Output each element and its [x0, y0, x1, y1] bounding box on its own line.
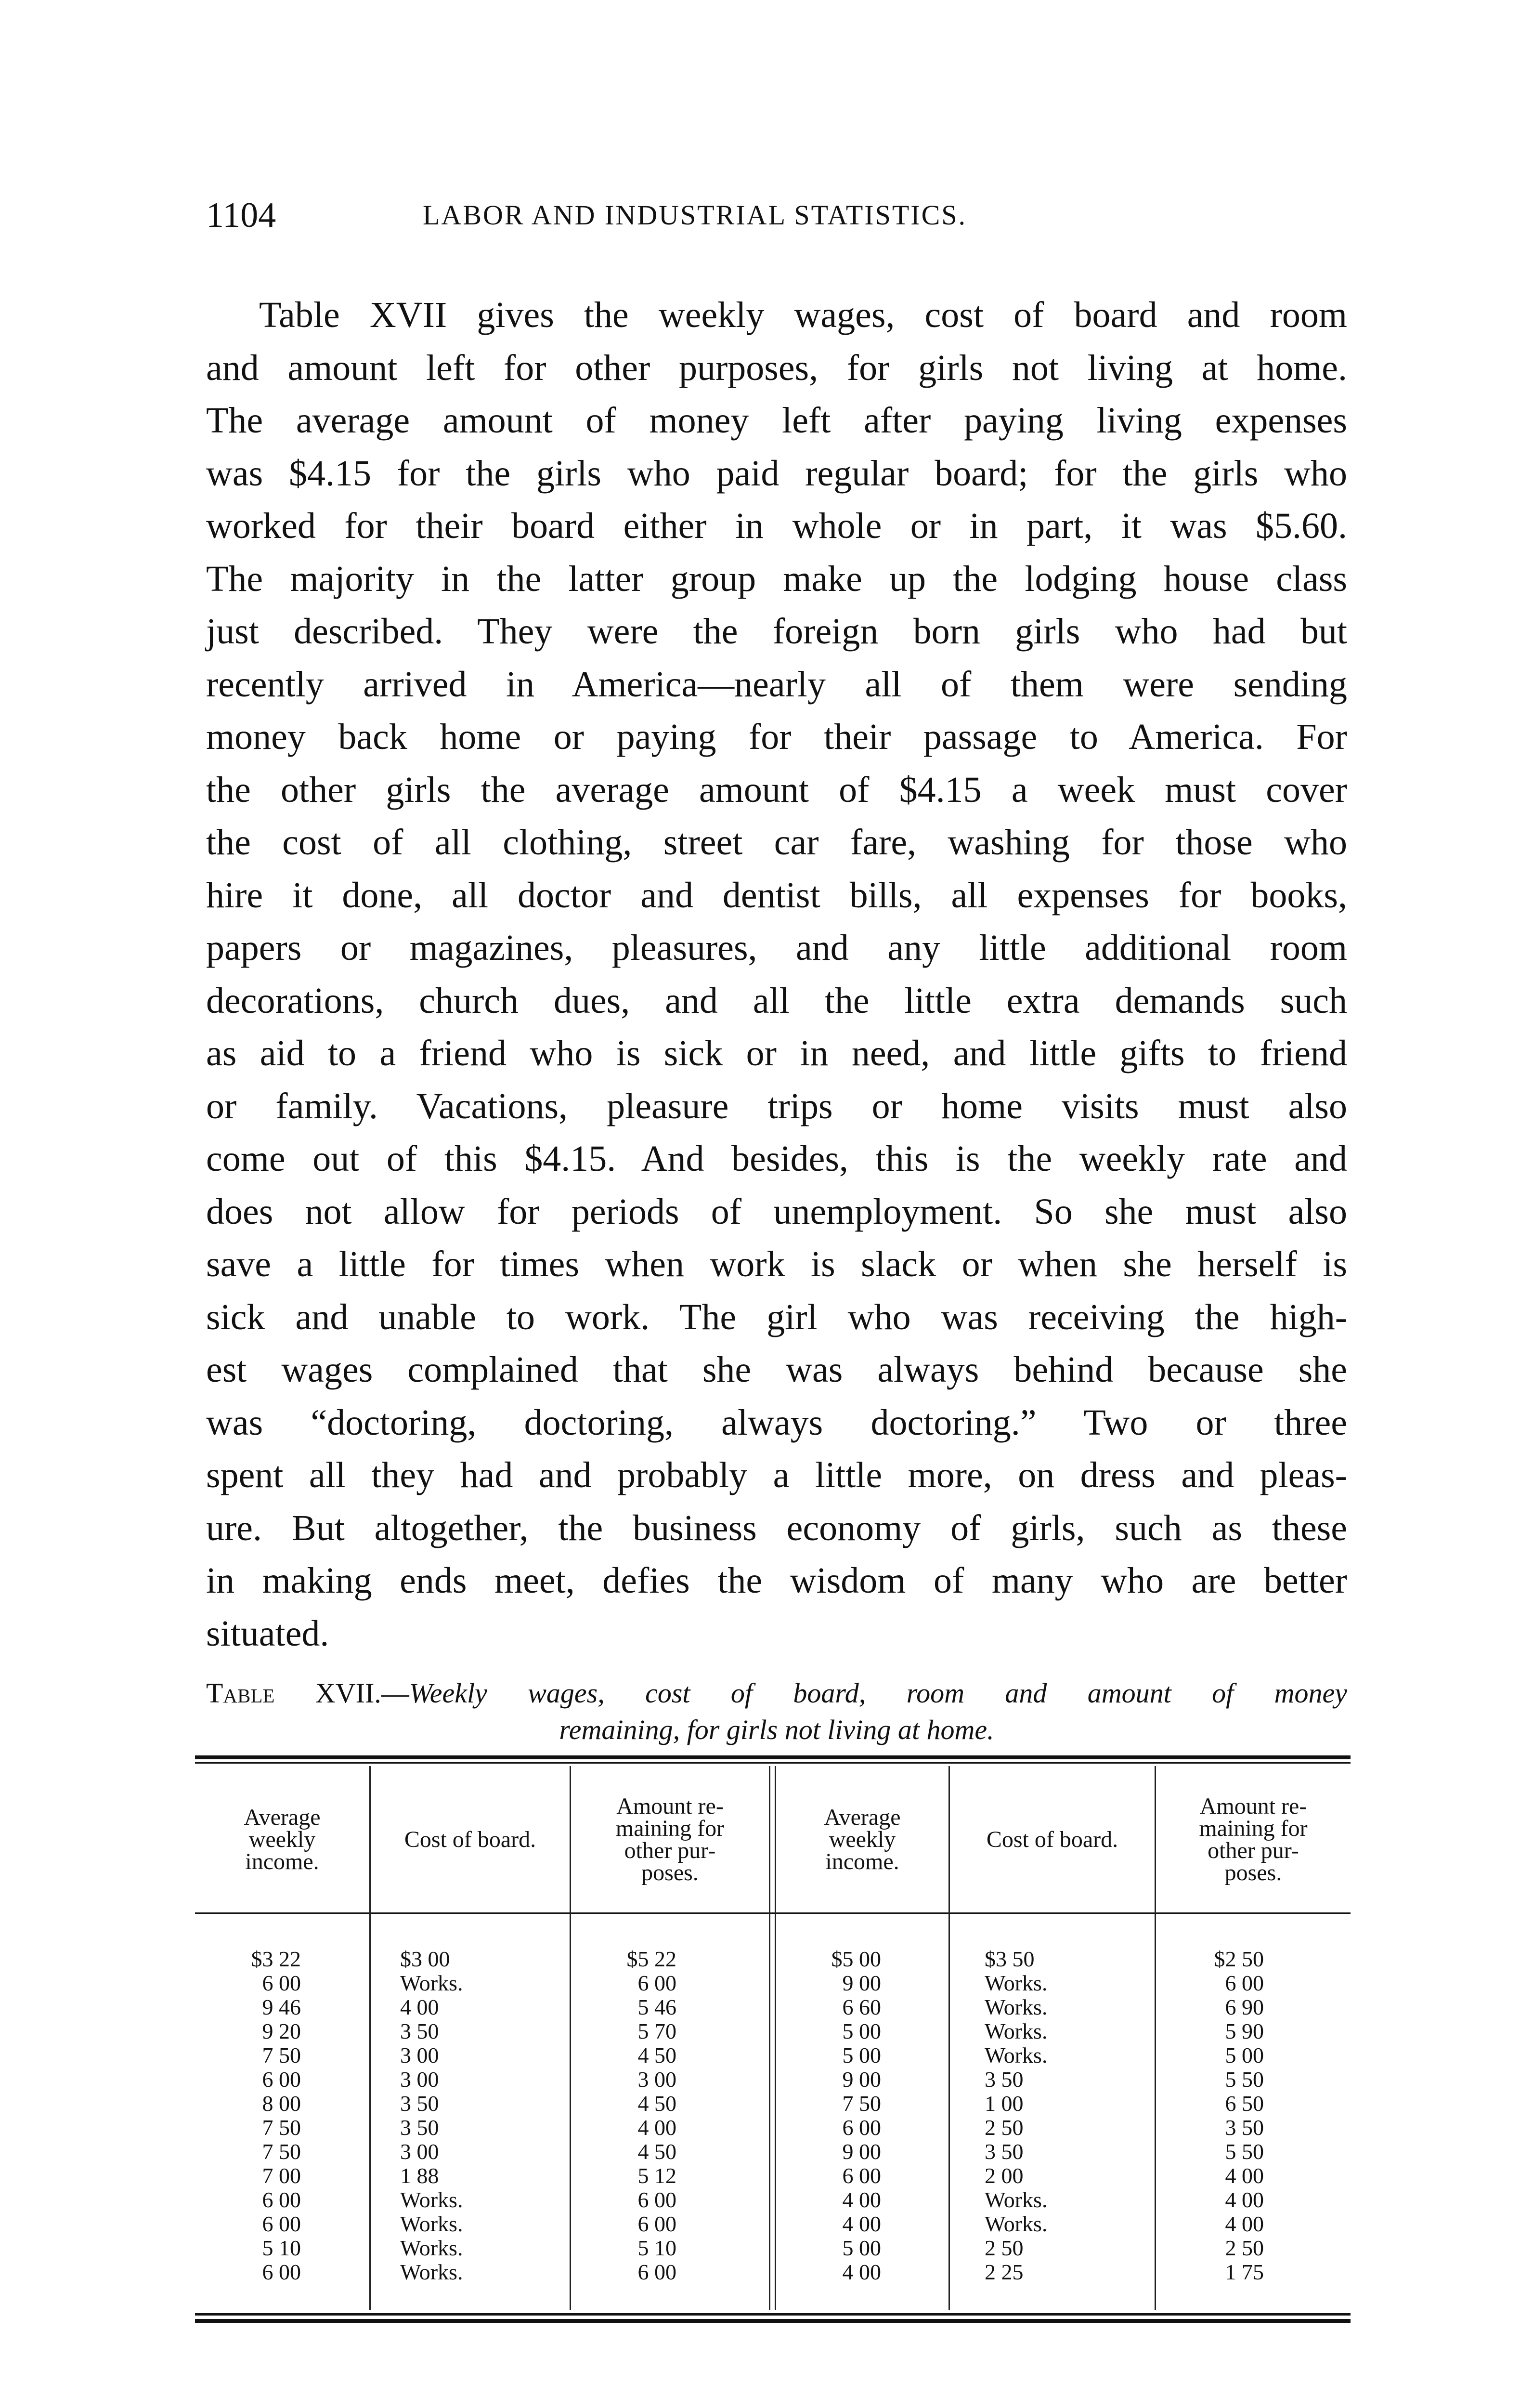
column-cells-remaining: $5 22 6 00 5 46 5 70 4 50 3 00 4 50 4 00 4 50 5 12 6 00 6 00 5 10 6 00 — [626, 1947, 676, 2284]
text-line: or family. Vacations, pleasure trips or home visits must also — [206, 1086, 1347, 1126]
caption-line — [206, 1675, 1347, 1712]
page-header — [206, 195, 1347, 248]
text-line: just described. They were the foreign born girls who had but — [206, 611, 1347, 652]
text-line: recently arrived in America—nearly all of them were sending — [206, 664, 1347, 705]
column-cells-board: $3 00 Works. 4 00 3 50 3 00 3 00 3 50 3 50 3 00 1 88 Works. Works. Works. Works. — [400, 1947, 463, 2284]
column-header-income: Average weekly income. — [824, 1805, 901, 1874]
column-header-board: Cost of board. — [404, 1827, 536, 1852]
column-header-remaining: Amount re- maining for other pur- poses. — [1199, 1793, 1308, 1885]
column-cells-remaining: $2 50 6 00 6 90 5 90 5 00 5 50 6 50 3 50 5 50 4 00 4 00 4 00 2 50 1 75 — [1214, 1947, 1264, 2284]
running-head: LABOR AND INDUSTRIAL STATISTICS. — [423, 199, 967, 231]
text-line: and amount left for other purposes, for girls not living at home. — [206, 347, 1347, 388]
text-line: worked for their board either in whole or in part, it was $5.60. — [206, 506, 1347, 546]
text-line: does not allow for periods of unemployment. So she must also — [206, 1191, 1347, 1232]
text-line: spent all they had and probably a little more, on dress and pleas- — [206, 1455, 1347, 1495]
table-top-rule-thin — [195, 1762, 1351, 1764]
text-line: the cost of all clothing, street car fare, washing for those who — [206, 822, 1347, 863]
text-line: the other girls the average amount of $4.15 a week must cover — [206, 769, 1347, 810]
column-cells-income: $5 00 9 00 6 60 5 00 5 00 9 00 7 50 6 00 9 00 6 00 4 00 4 00 5 00 4 00 — [831, 1947, 881, 2284]
page-number: 1104 — [206, 196, 276, 235]
text-line: papers or magazines, pleasures, and any little additional room — [206, 928, 1347, 968]
column-header-remaining: Amount re- maining for other pur- poses. — [615, 1793, 725, 1885]
text-line: money back home or paying for their passage to America. For — [206, 717, 1347, 757]
caption-title: Weekly wages, cost of board, room and amount of money — [409, 1677, 1347, 1709]
wages-table — [195, 1755, 1351, 2324]
text-line: was “doctoring, doctoring, always doctoring.” Two or three — [206, 1402, 1347, 1443]
text-line: in making ends meet, defies the wisdom of many who are better — [206, 1560, 1347, 1601]
text-line: hire it done, all doctor and dentist bills, all expenses for books, — [206, 875, 1347, 916]
column-divider — [769, 1766, 770, 2310]
text-line: decorations, church dues, and all the little extra demands such — [206, 980, 1347, 1021]
column-cells-board: $3 50 Works. Works. Works. Works. 3 50 1 00 2 50 3 50 2 00 Works. Works. 2 50 2 25 — [985, 1947, 1048, 2284]
caption-label: Table — [206, 1677, 275, 1709]
text-line: ure. But altogether, the business economy of girls, such as these — [206, 1507, 1347, 1548]
table-caption — [206, 1675, 1347, 1748]
caption-subtitle: remaining, for girls not living at home. — [559, 1714, 994, 1745]
text-line: sick and unable to work. The girl who was receiving the high- — [206, 1296, 1347, 1337]
text-line: come out of this $4.15. And besides, this is the weekly rate and — [206, 1139, 1347, 1179]
caption-number: XVII.— — [274, 1677, 409, 1709]
table-bottom-rule-thin — [195, 2313, 1351, 2316]
table-bottom-rule — [195, 2319, 1351, 2323]
text-line: est wages complained that she was always behind because she — [206, 1349, 1347, 1390]
text-line: was $4.15 for the girls who paid regular board; for the girls who — [206, 453, 1347, 494]
text-line: situated. — [206, 1613, 329, 1654]
column-cells-income: $3 22 6 00 9 46 9 20 7 50 6 00 8 00 7 50 7 50 7 00 6 00 6 00 5 10 6 00 — [251, 1947, 301, 2284]
body-paragraph — [206, 289, 1347, 1660]
table-header-rule — [195, 1912, 1351, 1914]
text-line: The majority in the latter group make up the lodging house class — [206, 558, 1347, 599]
text-line: save a little for times when work is slack or when she herself is — [206, 1244, 1347, 1284]
column-header-income: Average weekly income. — [244, 1805, 321, 1874]
text-line: as aid to a friend who is sick or in need, and little gifts to friend — [206, 1033, 1347, 1073]
text-line: The average amount of money left after paying living expenses — [206, 400, 1347, 441]
text-line: Table XVII gives the weekly wages, cost of board and room — [259, 295, 1347, 335]
column-header-board: Cost of board. — [986, 1827, 1118, 1852]
table-top-rule — [195, 1755, 1351, 1759]
